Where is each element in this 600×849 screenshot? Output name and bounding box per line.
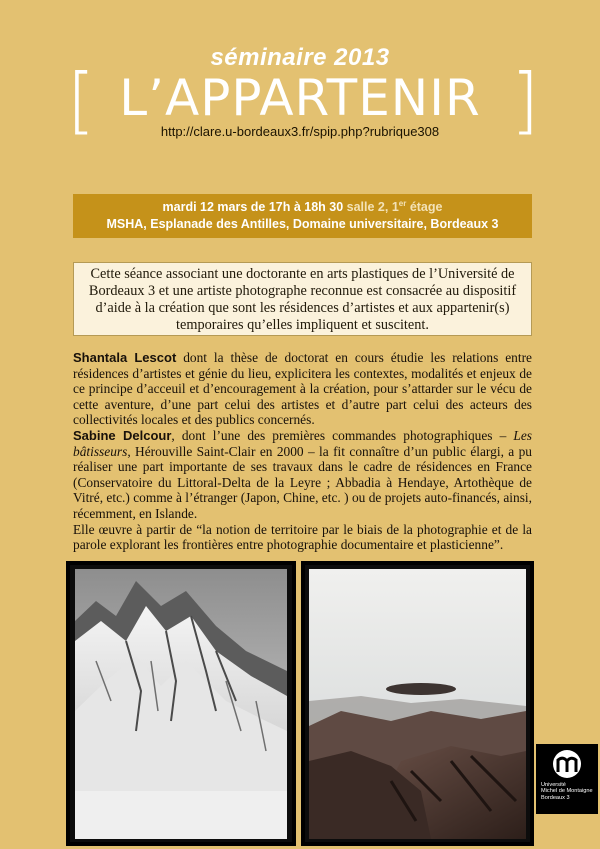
seminar-subtitle: séminaire 2013: [210, 44, 390, 71]
event-room-prefix: salle 2, 1: [346, 200, 399, 214]
speaker-name-lescot: Shantala Lescot: [73, 350, 177, 365]
page-title: L’APPARTENIR: [119, 69, 481, 127]
snowy-mountain-photo: [66, 561, 296, 846]
seminar-url-link[interactable]: http://clare.u-bordeaux3.fr/spip.php?rubrique308: [160, 124, 440, 139]
event-room-suffix: étage: [406, 200, 443, 214]
university-logo: [536, 744, 598, 814]
logo-line1: Université: [541, 782, 566, 788]
event-date-line: [73, 199, 532, 216]
paragraph-delcour-text-a: , dont l’une des premières commandes photographiques –: [171, 427, 514, 443]
event-room: [347, 200, 443, 214]
logo-line2: Michel de Montaigne: [541, 788, 593, 795]
intro-text: Cette séance associant une doctorante en arts plastiques de l’Université de Bordeaux 3 et une artiste photographe reconnue est consacrée au dispositif d’aide à la création que sont les résidences d’artistes et aux appartenir(s) temporaires qu’elles impliquent et suscitent.: [88, 266, 517, 333]
work-title: Les bâtisseurs: [73, 427, 532, 459]
event-date-time: mardi 12 mars de 17h à 18h 30: [162, 200, 347, 214]
university-logo-text: [541, 782, 598, 801]
paragraph-delcour-text-b: , Hérouville Saint-Clair en 2000 – la fit connaître d’un public élargi, a pu réaliser une part importante de ses travaux dans le cadre de résidences en France (Conservatoire du Littoral-Delta de la Leyre ; Abbadia à Hendaye, Artothèque de Vitré, etc.) comme à l’étranger (Japon, Chine, etc. ) ou de projets auto-financés, ainsi, récemment, en Islande.: [73, 443, 532, 521]
university-logo-icon: [536, 746, 598, 782]
logo-line3: Bordeaux 3: [541, 794, 570, 801]
event-location: MSHA, Esplanade des Antilles, Domaine universitaire, Bordeaux 3: [106, 217, 499, 231]
right-bracket: ]: [511, 58, 540, 142]
paragraph-delcour-quote: Elle œuvre à partir de “la notion de territoire par le biais de la photographie et de la parole explorant les frontières entre photographie documentaire et plasticienne”.: [73, 521, 532, 553]
event-info-box: [73, 194, 532, 238]
body-text: [73, 350, 532, 553]
paragraph-delcour: [73, 428, 532, 522]
event-room-sup: er: [398, 198, 407, 208]
paragraph-lescot: [73, 350, 532, 428]
speaker-name-delcour: Sabine Delcour: [73, 427, 172, 443]
rocky-shore-photo: [301, 561, 534, 846]
paragraph-lescot-text: dont la thèse de doctorat en cours étudie les relations entre résidences d’artistes et génie du lieu, explicitera les contextes, modalités et enjeux de ce principe d’acceuil et d’encouragement à la création, pour s’attarder sur le vécu de cette aventure, d’une part celui des artistes et d’autre part celui des acteurs des collectivités locales et des publics concernés.: [73, 350, 532, 428]
left-bracket: [: [67, 58, 96, 142]
intro-box: [73, 262, 532, 336]
